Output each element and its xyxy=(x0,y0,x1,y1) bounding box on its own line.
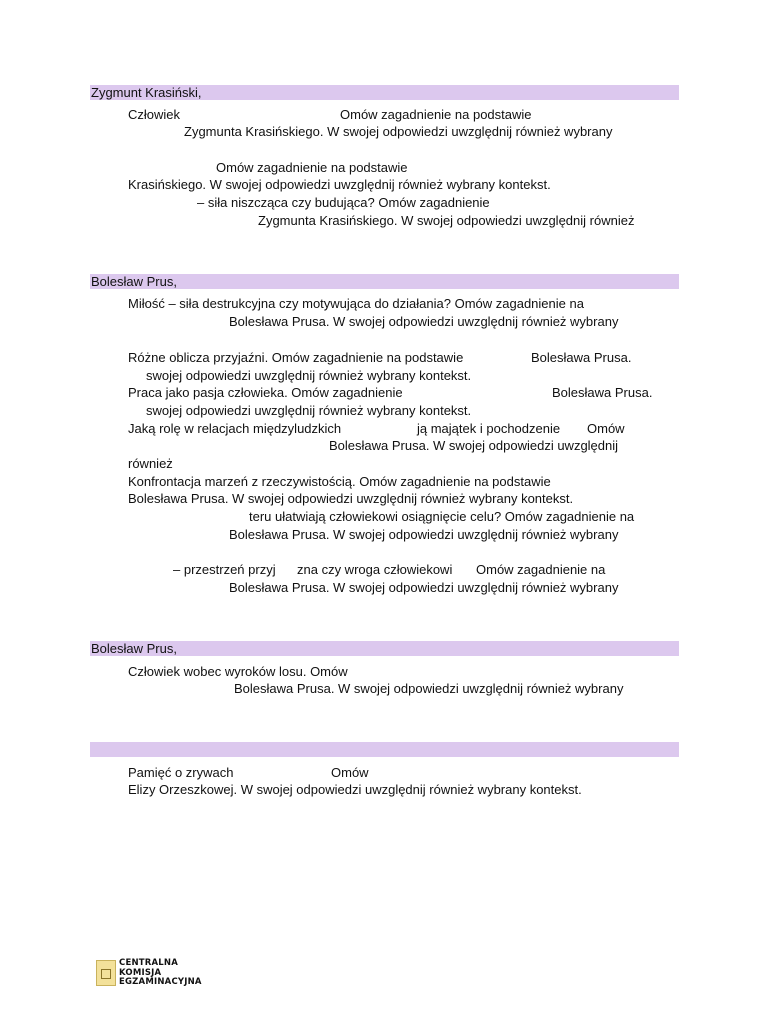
text-line: Bolesława Prusa. W swojej odpowiedzi uwzględnij również wybrany kontekst. xyxy=(128,491,574,506)
section-header-band xyxy=(90,641,679,656)
text-line: Człowiek wobec wyroków losu. Omów xyxy=(128,664,348,679)
text-line: Miłość – siła destrukcyjna czy motywująca do działania? Omów zagadnienie na xyxy=(128,296,584,311)
text-line: Konfrontacja marzeń z rzeczywistością. Omów zagadnienie na podstawie xyxy=(128,474,551,489)
logo-line: EGZAMINACYJNA xyxy=(119,977,202,987)
cke-emblem-icon xyxy=(96,960,116,986)
text-line: Omów zagadnienie na podstawie xyxy=(216,160,408,175)
text-line: Krasińskiego. W swojej odpowiedzi uwzględnij również wybrany kontekst. xyxy=(128,177,551,192)
text-line: Bolesława Prusa. W swojej odpowiedzi uwzględnij również wybrany xyxy=(229,314,619,329)
text-line: Bolesława Prusa. xyxy=(531,350,632,365)
text-line: również xyxy=(128,456,173,471)
text-line: Omów zagadnienie na xyxy=(476,562,606,577)
text-line: swojej odpowiedzi uwzględnij również wybrany kontekst. xyxy=(146,368,472,383)
text-line: Bolesława Prusa. W swojej odpowiedzi uwzględnij również wybrany xyxy=(229,527,619,542)
section-header-band xyxy=(90,85,679,100)
text-line: Pamięć o zrywach xyxy=(128,765,234,780)
text-line: – siła niszcząca czy budująca? Omów zagadnienie xyxy=(197,195,490,210)
section-header: Bolesław Prus, xyxy=(91,274,177,289)
text-line: zna czy wroga człowiekowi xyxy=(297,562,453,577)
text-line: Bolesława Prusa. W swojej odpowiedzi uwzględnij również wybrany xyxy=(229,580,619,595)
section-header: Bolesław Prus, xyxy=(91,641,177,656)
text-line: Omów zagadnienie na podstawie xyxy=(340,107,532,122)
text-line: Omów xyxy=(587,421,625,436)
logo-text xyxy=(119,959,202,988)
text-line: Omów xyxy=(331,765,369,780)
section-header-band xyxy=(90,742,679,757)
text-line: Zygmunta Krasińskiego. W swojej odpowiedzi uwzględnij również wybrany xyxy=(184,124,613,139)
text-line: Bolesława Prusa. xyxy=(552,385,653,400)
text-line: ją majątek i pochodzenie xyxy=(417,421,561,436)
text-line: Bolesława Prusa. W swojej odpowiedzi uwzględnij xyxy=(329,438,619,453)
logo-line: KOMISJA xyxy=(119,967,162,978)
text-line: – przestrzeń przyj xyxy=(173,562,276,577)
text-line: Różne oblicza przyjaźni. Omów zagadnienie na podstawie xyxy=(128,350,464,365)
text-line: Praca jako pasja człowieka. Omów zagadnienie xyxy=(128,385,403,400)
text-line: Jaką rolę w relacjach międzyludzkich xyxy=(128,421,342,436)
text-line: teru ułatwiają człowiekowi osiągnięcie celu? Omów zagadnienie na xyxy=(249,509,635,524)
cke-logo xyxy=(96,958,216,988)
section-header: Zygmunt Krasiński, xyxy=(91,85,202,100)
logo-line: CENTRALNA xyxy=(119,958,178,968)
text-line: Bolesława Prusa. W swojej odpowiedzi uwzględnij również wybrany xyxy=(234,681,624,696)
text-line: Człowiek xyxy=(128,107,181,122)
text-line: Elizy Orzeszkowej. W swojej odpowiedzi uwzględnij również wybrany kontekst. xyxy=(128,782,582,797)
text-line: Zygmunta Krasińskiego. W swojej odpowiedzi uwzględnij również xyxy=(258,213,635,228)
text-line: swojej odpowiedzi uwzględnij również wybrany kontekst. xyxy=(146,403,472,418)
section-header-band xyxy=(90,274,679,289)
